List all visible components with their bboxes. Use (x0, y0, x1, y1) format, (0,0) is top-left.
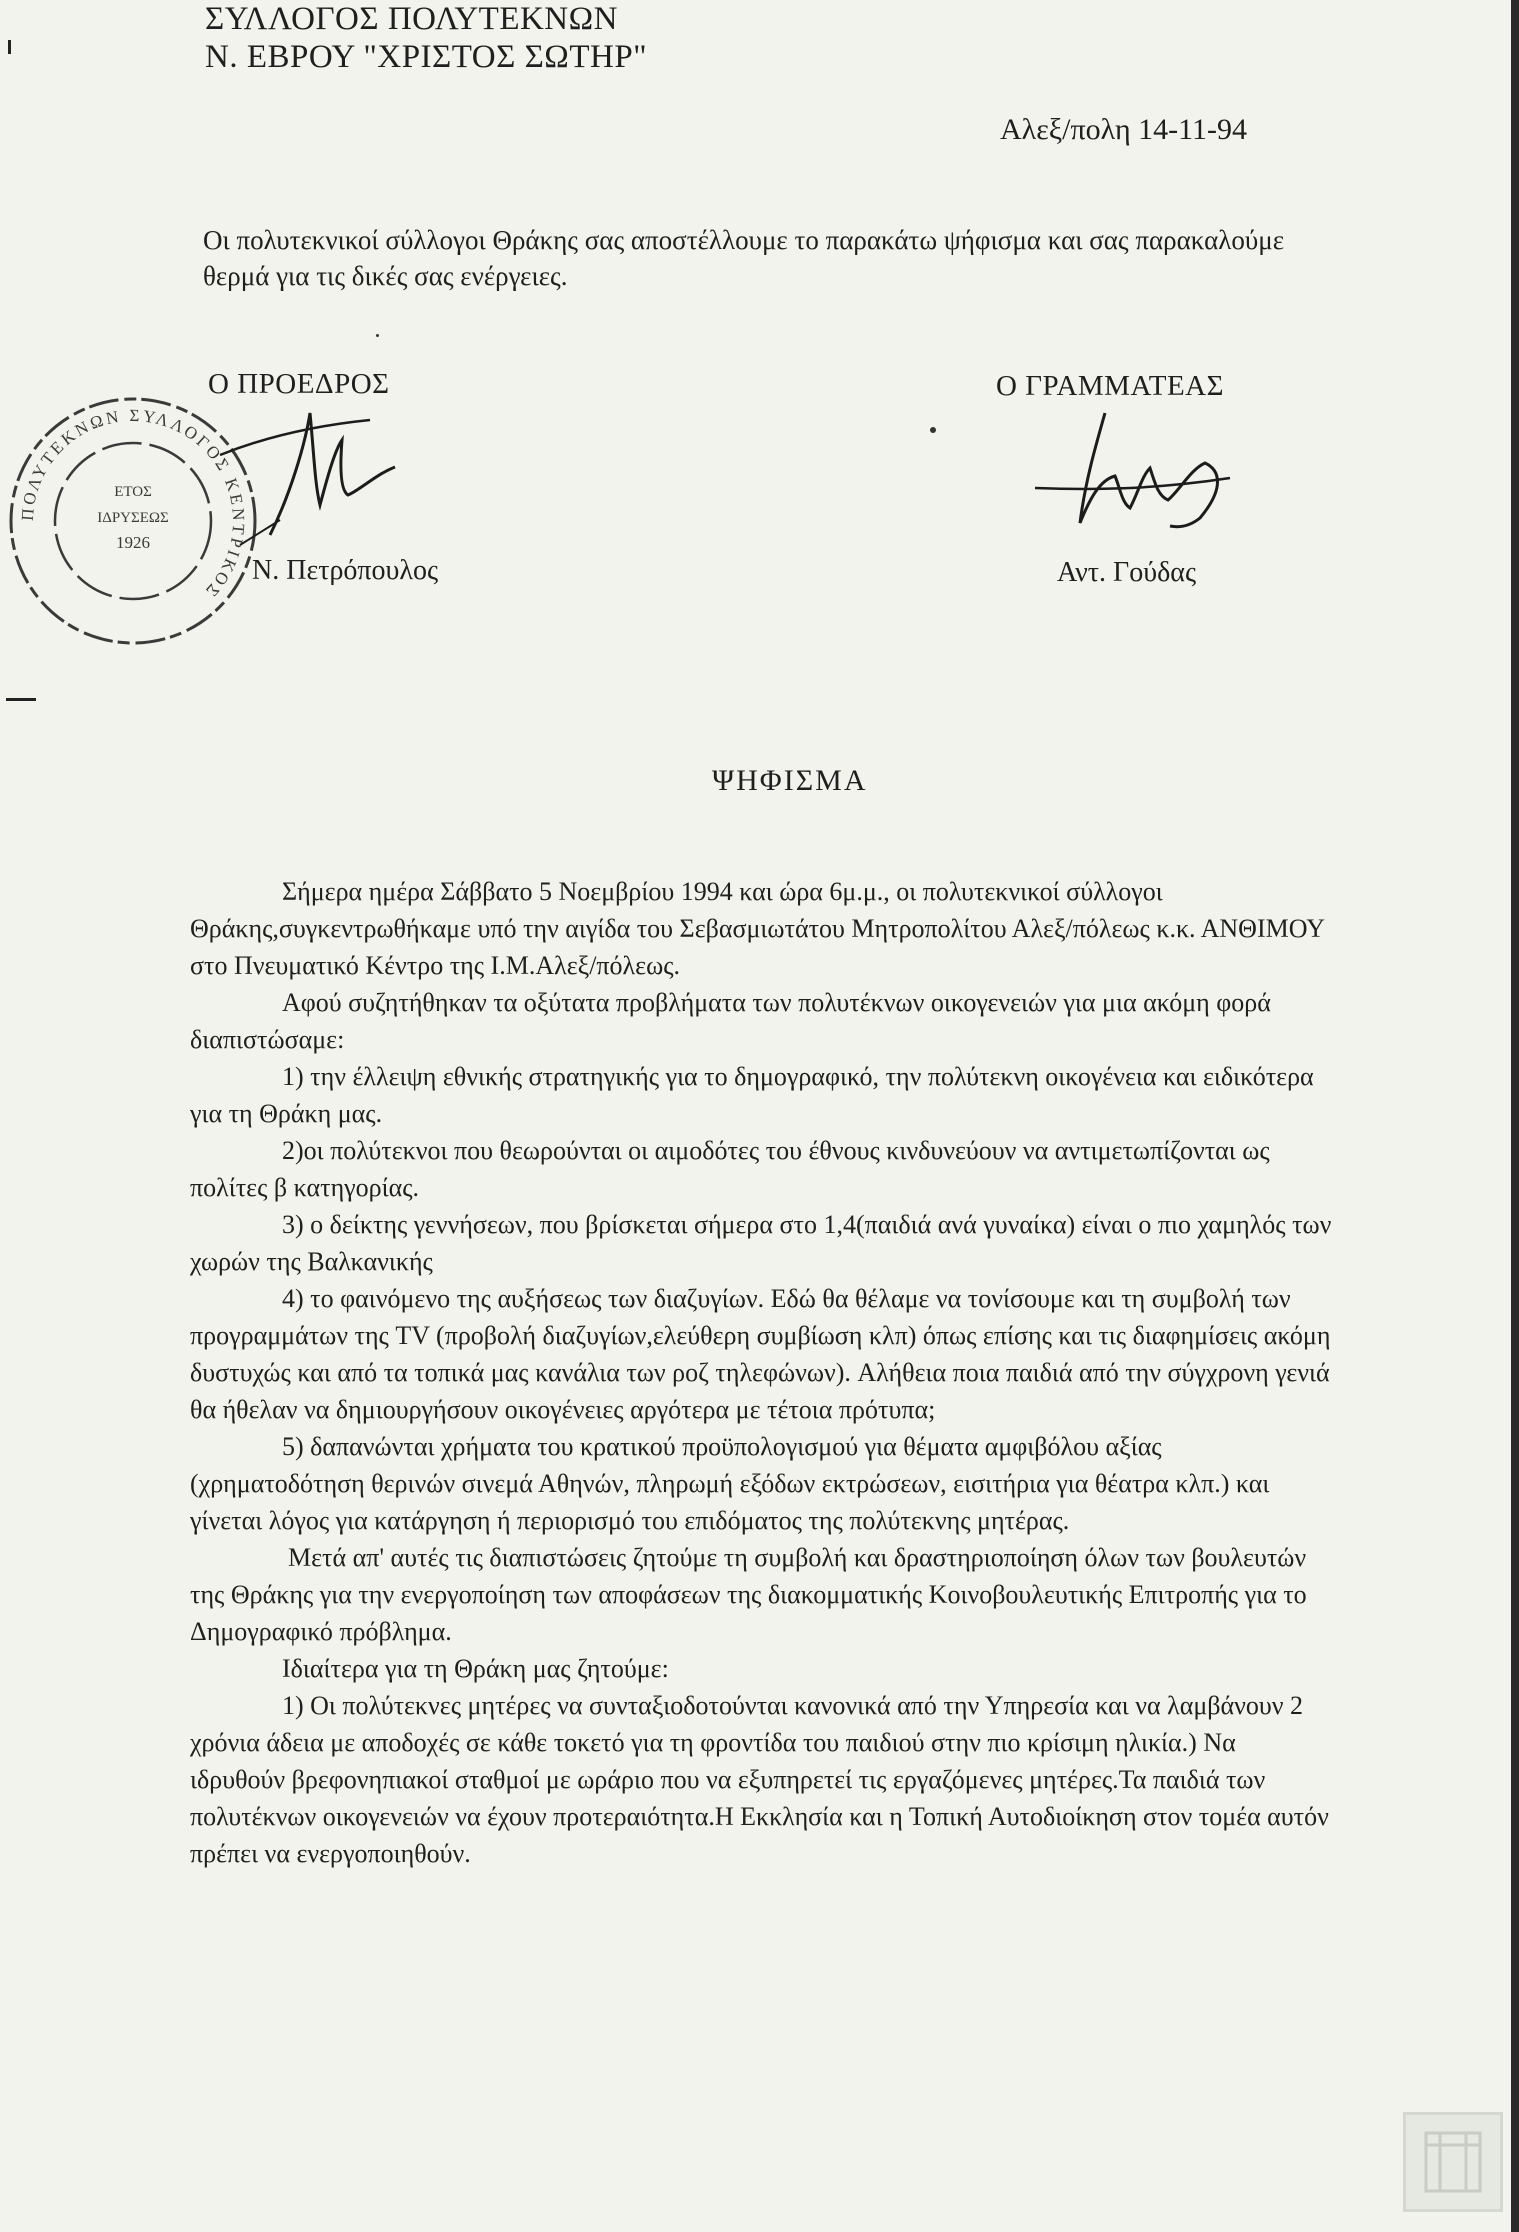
margin-mark (8, 40, 11, 54)
org-name-line1: ΣΥΛΛΟΓΟΣ ΠΟΛΥΤΕΚΝΩΝ (205, 1, 618, 37)
letter-date: Αλεξ/πολη 14-11-94 (1000, 113, 1248, 146)
resolution-paragraph: 3) ο δείκτης γεννήσεων, που βρίσκεται σήμερα στο 1,4(παιδιά ανά γυναίκα) είναι ο πιο χαμηλός των χωρών της Βαλκανικής (190, 1210, 1332, 1276)
stamp-center-line1: ΕΤΟΣ (114, 484, 152, 500)
secretary-title: Ο ΓΡΑΜΜΑΤΕΑΣ (996, 370, 1224, 402)
resolution-title: ΨΗΦΙΣΜΑ (712, 764, 868, 797)
resolution-paragraph: 1) την έλλειψη εθνικής στρατηγικής για το δημογραφικό, την πολύτεκνη οικογένεια και ειδικότερα για τη Θράκη μας. (190, 1062, 1314, 1128)
ink-dot (376, 334, 379, 337)
resolution-paragraph: Σήμερα ημέρα Σάββατο 5 Νοεμβρίου 1994 και ώρα 6μ.μ., οι πολυτεκνικοί σύλλογοι Θράκης,συγκεντρωθήκαμε υπό την αιγίδα του Σεβασμιωτάτου Μητροπολίτου Αλεξ/πόλεως κ.κ. ΑΝΘΙΜΟΥ στο Πνευματικό Κέντρο της Ι.Μ.Αλεξ/πόλεως. (190, 877, 1325, 980)
organization-header (205, 0, 647, 76)
org-name-line2: Ν. ΕΒΡΟΥ "ΧΡΙΣΤΟΣ ΣΩΤΗΡ" (205, 39, 648, 75)
resolution-paragraph: 5) δαπανώνται χρήματα του κρατικού προϋπολογισμού για θέματα αμφιβόλου αξίας (χρηματοδότηση θερινών σινεμά Αθηνών, πληρωμή εξόδων εκτρώσεων, εισιτήρια για θέατρα κλπ.) και γίνεται λόγος για κατάργηση ή περιορισμό του επιδόματος της πολύτεκνης μητέρας. (190, 1432, 1270, 1535)
intro-paragraph: Οι πολυτεκνικοί σύλλογοι Θράκης σας αποστέλλουμε το παρακάτω ψήφισμα και σας παρακαλούμε θερμά για τις δικές σας ενέργειες. (203, 225, 1285, 291)
president-signature (210, 395, 410, 545)
resolution-paragraph: 1) Οι πολύτεκνες μητέρες να συνταξιοδοτούνται κανονικά από την Υπηρεσία και να λαμβάνουν 2 χρόνια άδεια με αποδοχές σε κάθε τοκετό για τη φροντίδα του παιδιού στην πιο κρίσιμη ηλικία.) Να ιδρυθούν βρεφονηπιακοί σταθμοί με ωράριο που να εξυπηρετεί τις εργαζόμενες μητέρες.Τα παιδιά των πολυτέκνων οικογενειών να έχουν προτεραιότητα.Η Εκκλησία και η Τοπική Αυτοδιοίκηση στον τομέα αυτόν πρέπει να ενεργοποιηθούν. (190, 1691, 1329, 1868)
president-name: Ν. Πετρόπουλος (252, 555, 439, 586)
scan-edge (1511, 0, 1519, 2232)
resolution-paragraph: 2)οι πολύτεκνοι που θεωρούνται οι αιμοδότες του έθνους κινδυνεύουν να αντιμετωπίζονται ως πολίτες β κατηγορίας. (190, 1136, 1270, 1202)
archive-watermark-logo (1403, 2112, 1503, 2212)
resolution-paragraph: Μετά απ' αυτές τις διαπιστώσεις ζητούμε τη συμβολή και δραστηριοποίηση όλων των βουλευτών της Θράκης για την ενεργοποίηση των αποφάσεων της διακομματικής Κοινοβουλευτικής Επιτροπής για το Δημογραφικό πρόβλημα. (190, 1543, 1307, 1646)
resolution-paragraph: Αφού συζητήθηκαν τα οξύτατα προβλήματα των πολυτέκνων οικογενειών για μια ακόμη φορά διαπιστώσαμε: (190, 988, 1271, 1054)
resolution-paragraph: Ιδιαίτερα για τη Θράκη μας ζητούμε: (282, 1654, 669, 1683)
stamp-center-line2: ΙΔΡΥΣΕΩΣ (97, 510, 169, 526)
watermark-icon (1406, 2115, 1500, 2209)
stamp-center-line3: 1926 (116, 533, 150, 552)
stamp-ring-text: ΠΟΛΥΤΕΚΝΩΝ ΣΥΛΛΟΓΟΣ ΚΕΝΤΡΙΚΟΣ (17, 405, 249, 603)
resolution-body (190, 873, 1335, 1872)
president-title: Ο ΠΡΟΕΔΡΟΣ (208, 368, 390, 400)
secretary-signature (1030, 408, 1240, 548)
margin-mark (6, 698, 36, 701)
resolution-paragraph: 4) το φαινόμενο της αυξήσεως των διαζυγίων. Εδώ θα θέλαμε να τονίσουμε και τη συμβολή των προγραμμάτων της TV (προβολή διαζυγίων,ελεύθερη συμβίωση κλπ) όπως επίσης και τις διαφημίσεις ακόμη δυστυχώς και από τα τοπικά μας κανάλια των ροζ τηλεφώνων). Αλήθεια ποια παιδιά από την σύγχρονη γενιά θα ήθελαν να δημιουργήσουν οικογένειες αργότερα με τέτοια πρότυπα; (190, 1284, 1331, 1424)
secretary-name: Αντ. Γούδας (1057, 557, 1197, 588)
ink-dot (930, 427, 936, 433)
